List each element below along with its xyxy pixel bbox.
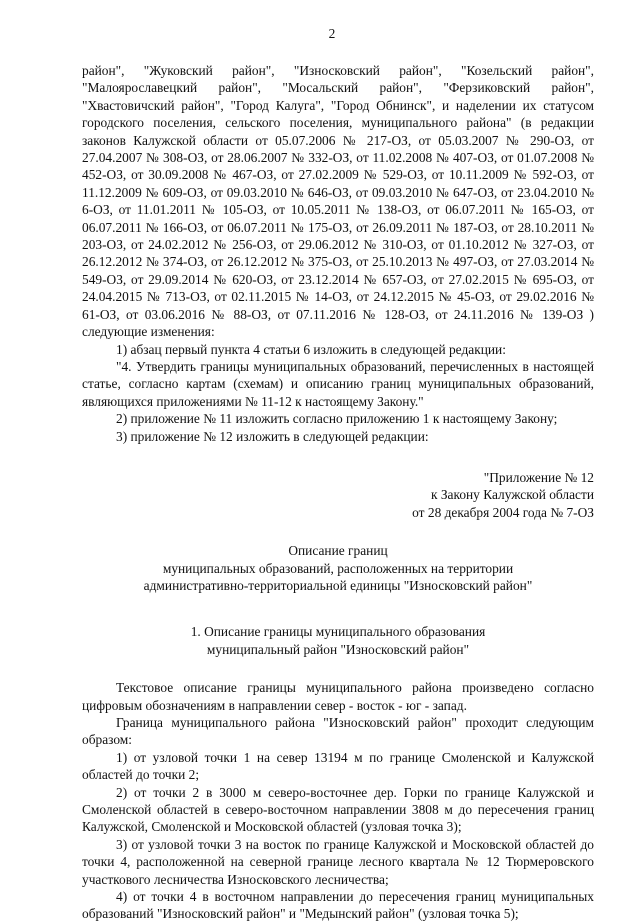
section-line-1: 1. Описание границы муниципального образования <box>190 624 486 640</box>
body-paragraph-1: Граница муниципального района "Износковский район" проходит следующим образом: <box>82 715 594 748</box>
page-number: 2 <box>328 26 336 41</box>
body-paragraph-2: 1) от узловой точки 1 на север 13194 м по границе Смоленской и Калужской областей до точки 2; <box>82 749 594 783</box>
intro-section <box>82 62 594 445</box>
intro-paragraph-2: "4. Утвердить границы муниципальных образований, перечисленных в настоящей статье, согласно картам (схемам) и описанию границ муниципальных образований, являющихся приложениями № 11-12 к настоящему Закону." <box>82 358 594 409</box>
appendix-line-3: от 28 декабря 2004 года № 7-ОЗ <box>412 504 594 520</box>
body-paragraph-4: 3) от узловой точки 3 на восток по границе Калужской и Московской областей до точки 4, расположенной на северной границе лесного квартала № 12 Тюрмеровского участкового лесничества Износковского лесничества; <box>82 836 594 887</box>
intro-paragraph-3: 2) приложение № 11 изложить согласно приложению 1 к настоящему Закону; <box>116 411 558 427</box>
appendix-line-2: к Закону Калужской области <box>430 487 594 503</box>
document-content <box>82 62 594 923</box>
body-paragraph-0: Текстовое описание границы муниципального района произведено согласно цифровым обозначениям в направлении север - восток - юг - запад. <box>82 680 594 713</box>
intro-paragraph-4: 3) приложение № 12 изложить в следующей редакции: <box>116 428 429 444</box>
body-paragraph-5: 4) от точки 4 в восточном направлении до пересечения границ муниципальных образований "Износковский район" и "Медынский район" (узловая точка 5); <box>82 889 594 922</box>
document-title <box>82 542 594 594</box>
intro-paragraph-0: район", "Жуковский район", "Износковский район", "Козельский район", "Малоярославецкий район", "Мосальский район", "Ферзиковский район", "Хвастовичский район", "Город Калуга", "Город Обнинск", и наделении их статусом городского поселения, сельского поселения, муниципального района" (в редакции законов Калужской области от 05.07.2006 № 217-ОЗ, от 05.03.2007 № 290-ОЗ, от 27.04.2007 № 308-ОЗ, от 28.06.2007 № 332-ОЗ, от 11.02.2008 № 407-ОЗ, от 01.07.2008 № 452-ОЗ, от 30.09.2008 № 467-ОЗ, от 27.02.2009 № 529-ОЗ, от 10.11.2009 № 592-ОЗ, от 11.12.2009 № 609-ОЗ, от 09.03.2010 № 646-ОЗ, от 09.03.2010 № 647-ОЗ, от 23.04.2010 № 6-ОЗ, от 11.01.2011 № 105-ОЗ, от 10.05.2011 № 138-ОЗ, от 06.07.2011 № 165-ОЗ, от 06.07.2011 № 166-ОЗ, от 06.07.2011 № 175-ОЗ, от 26.09.2011 № 187-ОЗ, от 28.10.2011 № 203-ОЗ, от 24.02.2012 № 256-ОЗ, от 29.06.2012 № 310-ОЗ, от 01.10.2012 № 327-ОЗ, от 26.12.2012 № 374-ОЗ, от 26.12.2012 № 375-ОЗ, от 25.10.2013 № 497-ОЗ, от 27.03.2014 № 549-ОЗ, от 29.09.2014 № 620-ОЗ, от 23.12.2014 № 657-ОЗ, от 27.02.2015 № 695-ОЗ, от 24.04.2015 № 713-ОЗ, от 02.11.2015 № 14-ОЗ, от 24.12.2015 № 45-ОЗ, от 29.02.2016 № 61-ОЗ, от 03.06.2016 № 88-ОЗ, от 07.11.2016 № 128-ОЗ, от 24.11.2016 № 139-ОЗ ) следующие изменения: <box>82 63 594 340</box>
section-line-2: муниципальный район "Износковский район" <box>206 641 470 657</box>
body-paragraph-3: 2) от точки 2 в 3000 м северо-восточнее дер. Горки по границе Калужской и Смоленской областей в северо-восточном направлении 3808 м до пересечения границ Калужской, Смоленской и Московской областей (узловая точка 3); <box>82 784 594 835</box>
appendix-header <box>82 469 594 521</box>
title-line-3: административно-территориальной единицы "Износковский район" <box>143 577 533 593</box>
intro-paragraph-1: 1) абзац первый пункта 4 статьи 6 изложить в следующей редакции: <box>116 341 506 357</box>
appendix-line-1: "Приложение № 12 <box>483 469 594 485</box>
title-line-2: муниципальных образований, расположенных на территории <box>162 560 514 576</box>
boundary-description <box>82 679 594 923</box>
title-line-1: Описание границ <box>288 543 388 559</box>
section-heading <box>82 623 594 658</box>
